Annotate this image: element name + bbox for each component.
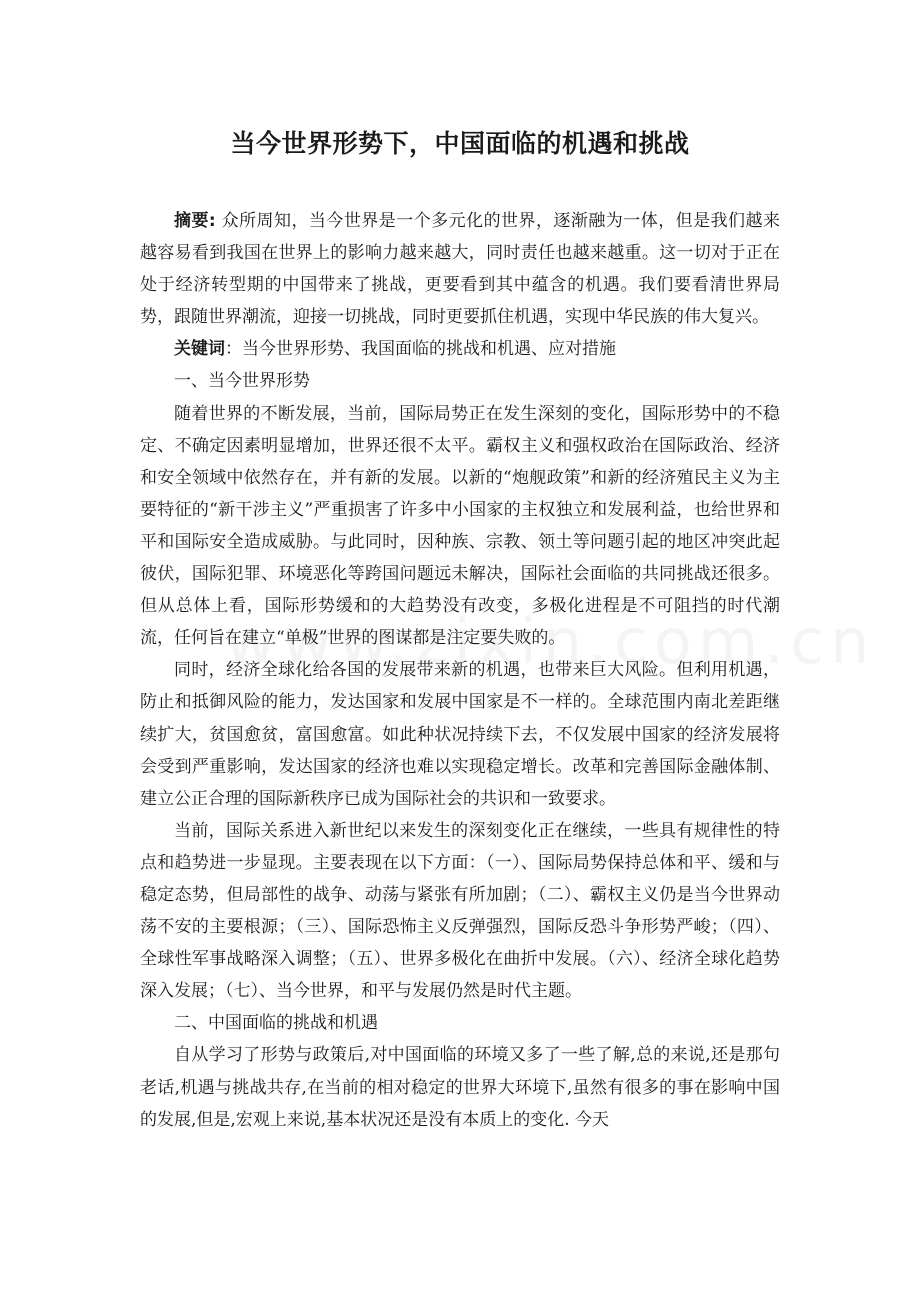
body-paragraph: 自从学习了形势与政策后,对中国面临的环境又多了一些了解,总的来说,还是那句老话,机遇与挑战共存,在当前的相对稳定的世界大环境下,虽然有很多的事在影响中国的发展,但是,宏观上来说,基本状况还是没有本质上的变化. 今天 xyxy=(140,1045,780,1130)
abstract-paragraph xyxy=(140,205,780,333)
abstract-text: 众所周知，当今世界是一个多元化的世界，逐渐融为一体，但是我们越来越容易看到我国在世界上的影响力越来越大，同时责任也越来越重。这一切对于正在处于经济转型期的中国带来了挑战，更要看到其中蕴含的机遇。我们要看清世界局势，跟随世界潮流，迎接一切挑战，同时更要抓住机遇，实现中华民族的伟大复兴。 xyxy=(140,211,780,328)
keywords-label: 关键词 xyxy=(174,339,225,360)
abstract-label: 摘要: xyxy=(174,211,216,231)
keywords-paragraph xyxy=(140,333,780,365)
document-page xyxy=(140,0,780,1136)
body-paragraph: 同时，经济全球化给各国的发展带来新的机遇，也带来巨大风险。但利用机遇，防止和抵御风险的能力，发达国家和发展中国家是不一样的。全球范围内南北差距继续扩大，贫国愈贫，富国愈富。如此种状况持续下去，不仅发展中国家的经济发展将会受到严重影响，发达国家的经济也难以实现稳定增长。改革和完善国际金融体制、建立公正合理的国际新秩序已成为国际社会的共识和一致要求。 xyxy=(140,660,780,809)
keywords-text: ：当今世界形势、我国面临的挑战和机遇、应对措施 xyxy=(225,339,616,360)
body-paragraph: 当前，国际关系进入新世纪以来发生的深刻变化正在继续，一些具有规律性的特点和趋势进一步显现。主要表现在以下方面：（一）、国际局势保持总体和平、缓和与稳定态势，但局部性的战争、动荡与紧张有所加剧；（二）、霸权主义仍是当今世界动荡不安的主要根源；（三）、国际恐怖主义反弹强烈，国际反恐斗争形势严峻；（四）、全球性军事战略深入调整；（五）、世界多极化在曲折中发展。（六）、经济全球化趋势深入发展；（七）、当今世界，和平与发展仍然是时代主题。 xyxy=(140,820,780,1002)
section-heading: 一、当今世界形势 xyxy=(174,371,310,392)
section-heading: 二、中国面临的挑战和机遇 xyxy=(174,1013,378,1034)
body-paragraph: 随着世界的不断发展，当前，国际局势正在发生深刻的变化，国际形势中的不稳定、不确定因素明显增加，世界还很不太平。霸权主义和强权政治在国际政治、经济和安全领域中依然存在，并有新的发展。以新的“炮舰政策”和新的经济殖民主义为主要特征的“新干涉主义”严重损害了许多中小国家的主权独立和发展利益，也给世界和平和国际安全造成威胁。与此同时，因种族、宗教、领土等问题引起的地区冲突此起彼伏，国际犯罪、环境恶化等跨国问题远未解决，国际社会面临的共同挑战还很多。但从总体上看，国际形势缓和的大趋势没有改变，多极化进程是不可阻挡的时代潮流，任何旨在建立“单极”世界的图谋都是注定要失败的。 xyxy=(140,403,780,649)
document-title: 当今世界形势下，中国面临的机遇和挑战 xyxy=(230,129,690,158)
document-body xyxy=(140,205,780,1136)
